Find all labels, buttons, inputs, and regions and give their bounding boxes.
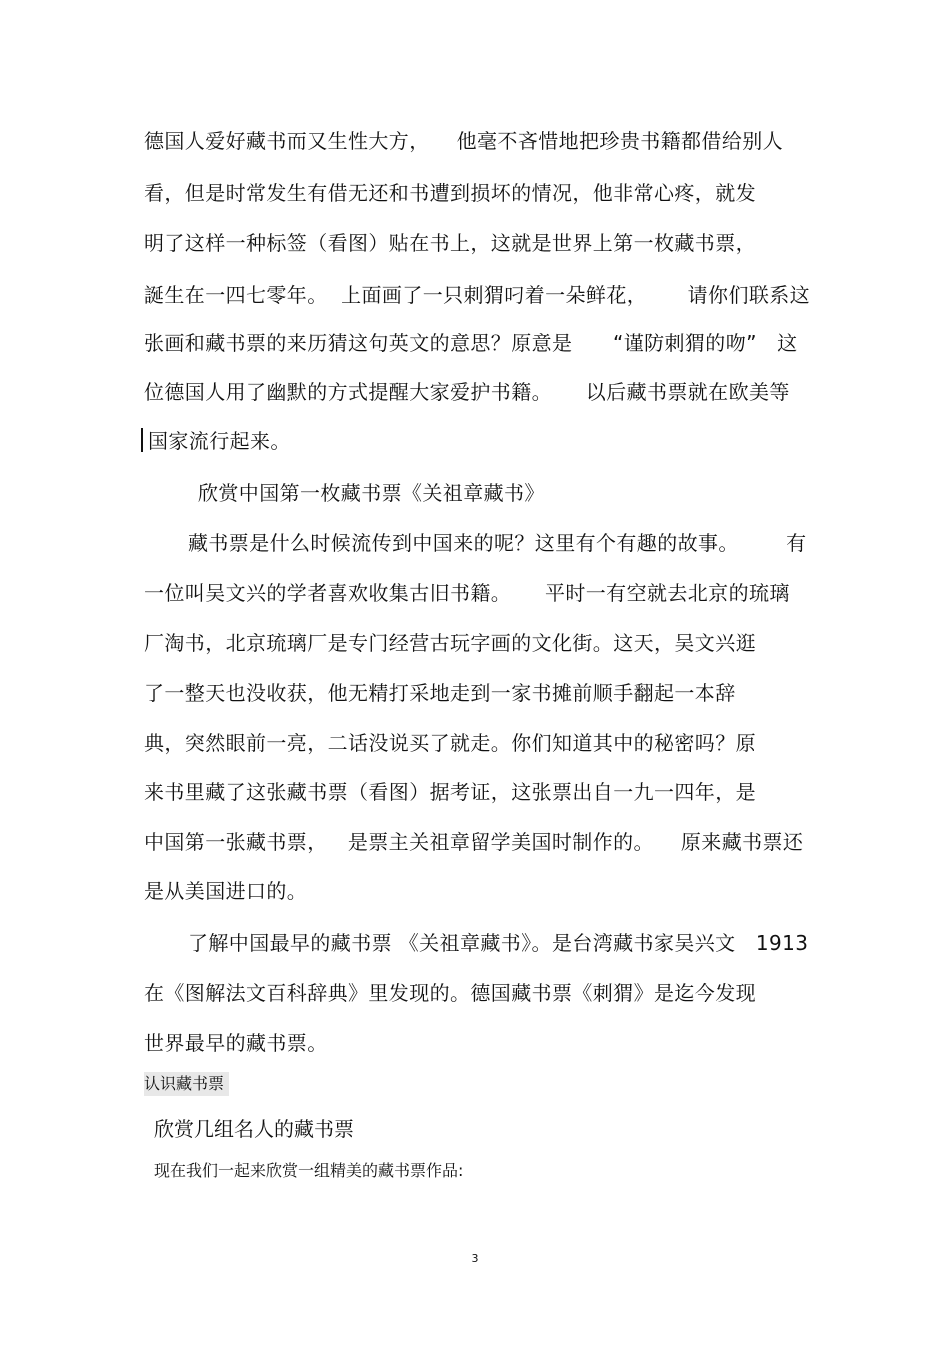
paragraph2-line4: 了一整天也没收获，他无精打采地走到一家书摊前顺手翻起一本辞 bbox=[144, 681, 736, 705]
heading-famous-bookplates: 欣赏几组名人的藏书票 bbox=[154, 1117, 354, 1141]
paragraph1-line6: 位德国人用了幽默的方式提醒大家爱护书籍。 以后藏书票就在欧美等 bbox=[144, 380, 790, 404]
paragraph2-line6: 来书里藏了这张藏书票（看图）据考证，这张票出自一九一四年，是 bbox=[144, 780, 756, 804]
paragraph1-line3: 明了这样一种标签（看图）贴在书上，这就是世界上第一枚藏书票， bbox=[144, 231, 756, 255]
paragraph2-line7: 中国第一张藏书票， 是票主关祖章留学美国时制作的。 原来藏书票还 bbox=[144, 830, 804, 854]
paragraph3-line2: 在《图解法文百科辞典》里发现的。德国藏书票《刺猬》是迄今发现 bbox=[144, 981, 756, 1005]
paragraph2-line1: 藏书票是什么时候流传到中国来的呢？这里有个有趣的故事。 有 bbox=[188, 531, 807, 555]
paragraph2-line3: 厂淘书，北京琉璃厂是专门经营古玩字画的文化街。这天，吴文兴逛 bbox=[144, 631, 756, 655]
paragraph1-line7: 国家流行起来。 bbox=[148, 429, 291, 453]
paragraph1-line2: 看，但是时常发生有借无还和书遭到损坏的情况，他非常心疼，就发 bbox=[144, 181, 756, 205]
paragraph2-line2: 一位叫吴文兴的学者喜欢收集古旧书籍。 平时一有空就去北京的琉璃 bbox=[144, 581, 790, 605]
text-cursor-mark bbox=[141, 428, 143, 452]
paragraph1-line5: 张画和藏书票的来历猜这句英文的意思？原意是 “谨防刺猬的吻” 这 bbox=[144, 331, 798, 355]
page-number: 3 bbox=[471, 1252, 479, 1265]
section-tag: 认识藏书票 bbox=[144, 1072, 229, 1096]
paragraph2-line8: 是从美国进口的。 bbox=[144, 879, 308, 903]
paragraph3-line3: 世界最早的藏书票。 bbox=[144, 1031, 328, 1055]
paragraph3-line1: 了解中国最早的藏书票 《关祖章藏书》。是台湾藏书家吴兴文 1913 bbox=[188, 931, 809, 955]
paragraph2-line5: 典，突然眼前一亮，二话没说买了就走。你们知道其中的秘密吗？原 bbox=[144, 731, 756, 755]
intro-line: 现在我们一起来欣赏一组精美的藏书票作品: bbox=[154, 1161, 464, 1180]
paragraph1-line1: 德国人爱好藏书而又生性大方， 他毫不吝惜地把珍贵书籍都借给别人 bbox=[144, 129, 784, 153]
paragraph1-line4: 誕生在一四七零年。 上面画了一只刺猬叼着一朵鲜花， 请你们联系这 bbox=[144, 283, 811, 307]
heading-first-chinese-bookplate: 欣赏中国第一枚藏书票《关祖章藏书》 bbox=[198, 481, 545, 505]
